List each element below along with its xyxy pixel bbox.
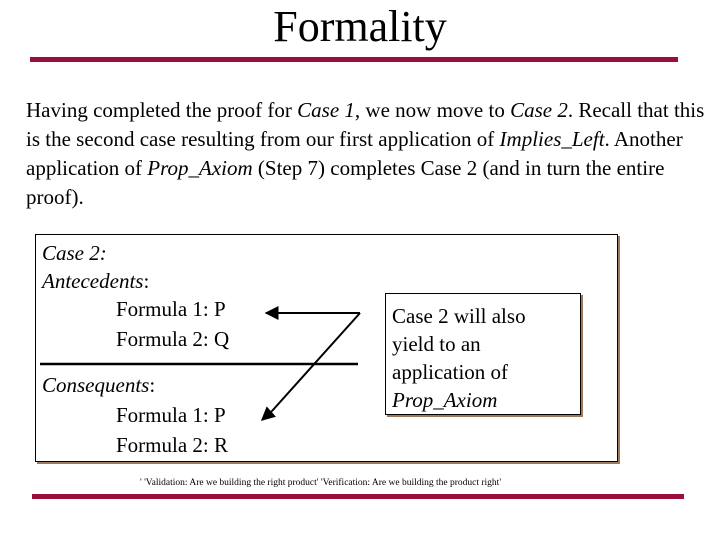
note-line-3: application of: [392, 360, 509, 384]
consequent-formula-1: Formula 1: P: [116, 403, 226, 427]
paragraph-text-4: . Another application of: [26, 127, 683, 180]
paragraph-text-2: , we now move to: [354, 98, 511, 122]
antecedents-heading: Antecedents:: [42, 269, 150, 293]
prop-axiom-term: Prop_Axiom: [147, 156, 253, 180]
slide-title: Formality: [273, 2, 447, 51]
note-line-2: yield to an: [392, 332, 481, 356]
case2-term: Case 2: [510, 98, 568, 122]
consequent-formula-2: Formula 2: R: [116, 433, 229, 457]
case1-term: Case 1: [297, 98, 355, 122]
antecedent-formula-1: Formula 1: P: [116, 297, 226, 321]
implies-left-term: Implies_Left: [499, 127, 605, 151]
paragraph-text-3: . Recall that this is the second case resulting from our first application of: [26, 98, 705, 151]
note-line-4: Prop_Axiom: [392, 388, 498, 412]
case-label: Case 2:: [42, 241, 107, 265]
arrow-to-consequent-p: [262, 411, 272, 420]
note-line-1: Case 2 will also: [392, 304, 526, 328]
connector-diagonal: [272, 313, 360, 411]
footer-divider: [32, 494, 684, 499]
paragraph-text-1: Having completed the proof for: [26, 98, 298, 122]
note-callout: [385, 293, 581, 415]
paragraph-text-5: (Step 7) completes Case 2 (and in turn the entire proof).: [26, 156, 665, 209]
footer-note: ' 'Validation: Are we building the right product' 'Verification: Are we building the product right': [140, 478, 502, 488]
antecedent-formula-2: Formula 2: Q: [116, 327, 230, 351]
consequents-heading: Consequents:: [42, 373, 156, 397]
